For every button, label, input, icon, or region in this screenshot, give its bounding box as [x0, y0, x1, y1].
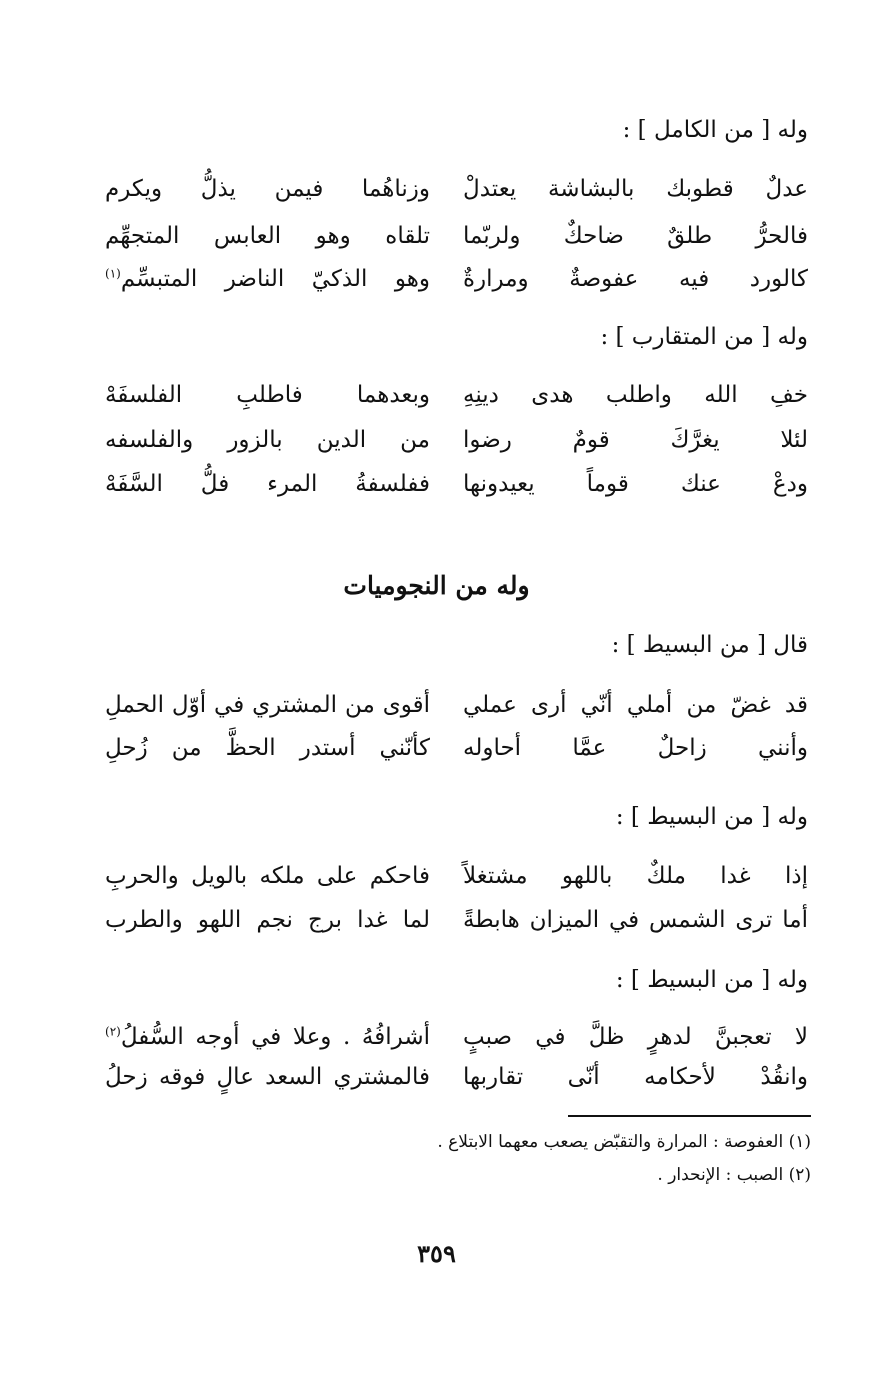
poem-intro: وله [ من المتقارب ] : [600, 324, 808, 350]
verse-hemistich-second: تلقاه وهو العابس المتجهِّم [105, 223, 430, 249]
verse-hemistich-second: وزناهُما فيمن يذلُّ ويكرم [105, 176, 430, 202]
poem-intro: وله [ من الكامل ] : [622, 117, 808, 143]
verse-hemistich-first: ودعْ عنك قوماً يعيدونها [463, 471, 808, 497]
verse-hemistich-first: وأنني زاحلٌ عمَّا أحاوله [463, 735, 808, 761]
verse-hemistich-second: فالمشتري السعد عالٍ فوقه زحلُ [105, 1064, 430, 1090]
verse-hemistich-second [105, 262, 430, 296]
verse-hemistich-first: وانقُدْ لأحكامه أنّى تقاربها [463, 1064, 808, 1090]
verse-hemistich-second: كأنّني أستدر الحظَّ من زُحلِ [105, 735, 430, 761]
verse-hemistich-first: فالحرُّ طلقٌ ضاحكٌ ولربّما [463, 223, 808, 249]
verse-hemistich-second [105, 1020, 430, 1054]
verse-text: أشرافُهُ . وعلا في أوجه السُّفلُ [120, 1024, 430, 1050]
verse-hemistich-second: من الدين بالزور والفلسفه [105, 427, 430, 453]
verse-hemistich-first: عدلٌ قطوبك بالبشاشة يعتدلْ [463, 176, 808, 202]
verse-hemistich-second: فاحكم على ملكه بالويل والحربِ [105, 863, 430, 889]
verse-hemistich-first: إذا غدا ملكٌ باللهو مشتغلاً [463, 863, 808, 889]
verse-hemistich-first: أما ترى الشمس في الميزان هابطةً [463, 907, 808, 933]
verse-hemistich-second: ففلسفةُ المرء فلُّ السَّفَهْ [105, 471, 430, 497]
poem-intro: قال [ من البسيط ] : [611, 632, 808, 658]
footnote: (١) العفوصة : المرارة والتقبّض يصعب معهما الابتلاع . [437, 1132, 811, 1152]
verse-hemistich-second: وبعدهما فاطلبِ الفلسفَهْ [105, 382, 430, 408]
verse-hemistich-first: لا تعجبنَّ لدهرٍ ظلَّ في صببٍ [463, 1024, 808, 1050]
footnote-divider [568, 1115, 811, 1117]
verse-hemistich-first: لئلا يغرَّكَ قومٌ رضوا [463, 427, 808, 453]
verse-hemistich-first: كالورد فيه عفوصةٌ ومرارةٌ [463, 266, 808, 292]
poem-intro: وله [ من البسيط ] : [615, 967, 808, 993]
page-number: ٣٥٩ [417, 1239, 456, 1268]
verse-hemistich-first: قد غضّ من أملي أنّي أرى عملي [463, 692, 808, 718]
verse-hemistich-second: أقوى من المشتري في أوّل الحملِ [105, 692, 430, 718]
verse-hemistich-first: خفِ الله واطلب هدى دينِهِ [463, 382, 808, 408]
poem-intro: وله [ من البسيط ] : [615, 804, 808, 830]
footnote: (٢) الصبب : الإنحدار . [657, 1165, 811, 1185]
verse-text: وهو الذكيّ الناضر المتبسِّم [120, 266, 430, 292]
footnote-marker: (١) [105, 266, 121, 281]
verse-hemistich-second: لما غدا برج نجم اللهو والطرب [105, 907, 430, 933]
section-title: وله من النجوميات [343, 571, 530, 600]
footnote-marker: (٢) [105, 1024, 121, 1039]
